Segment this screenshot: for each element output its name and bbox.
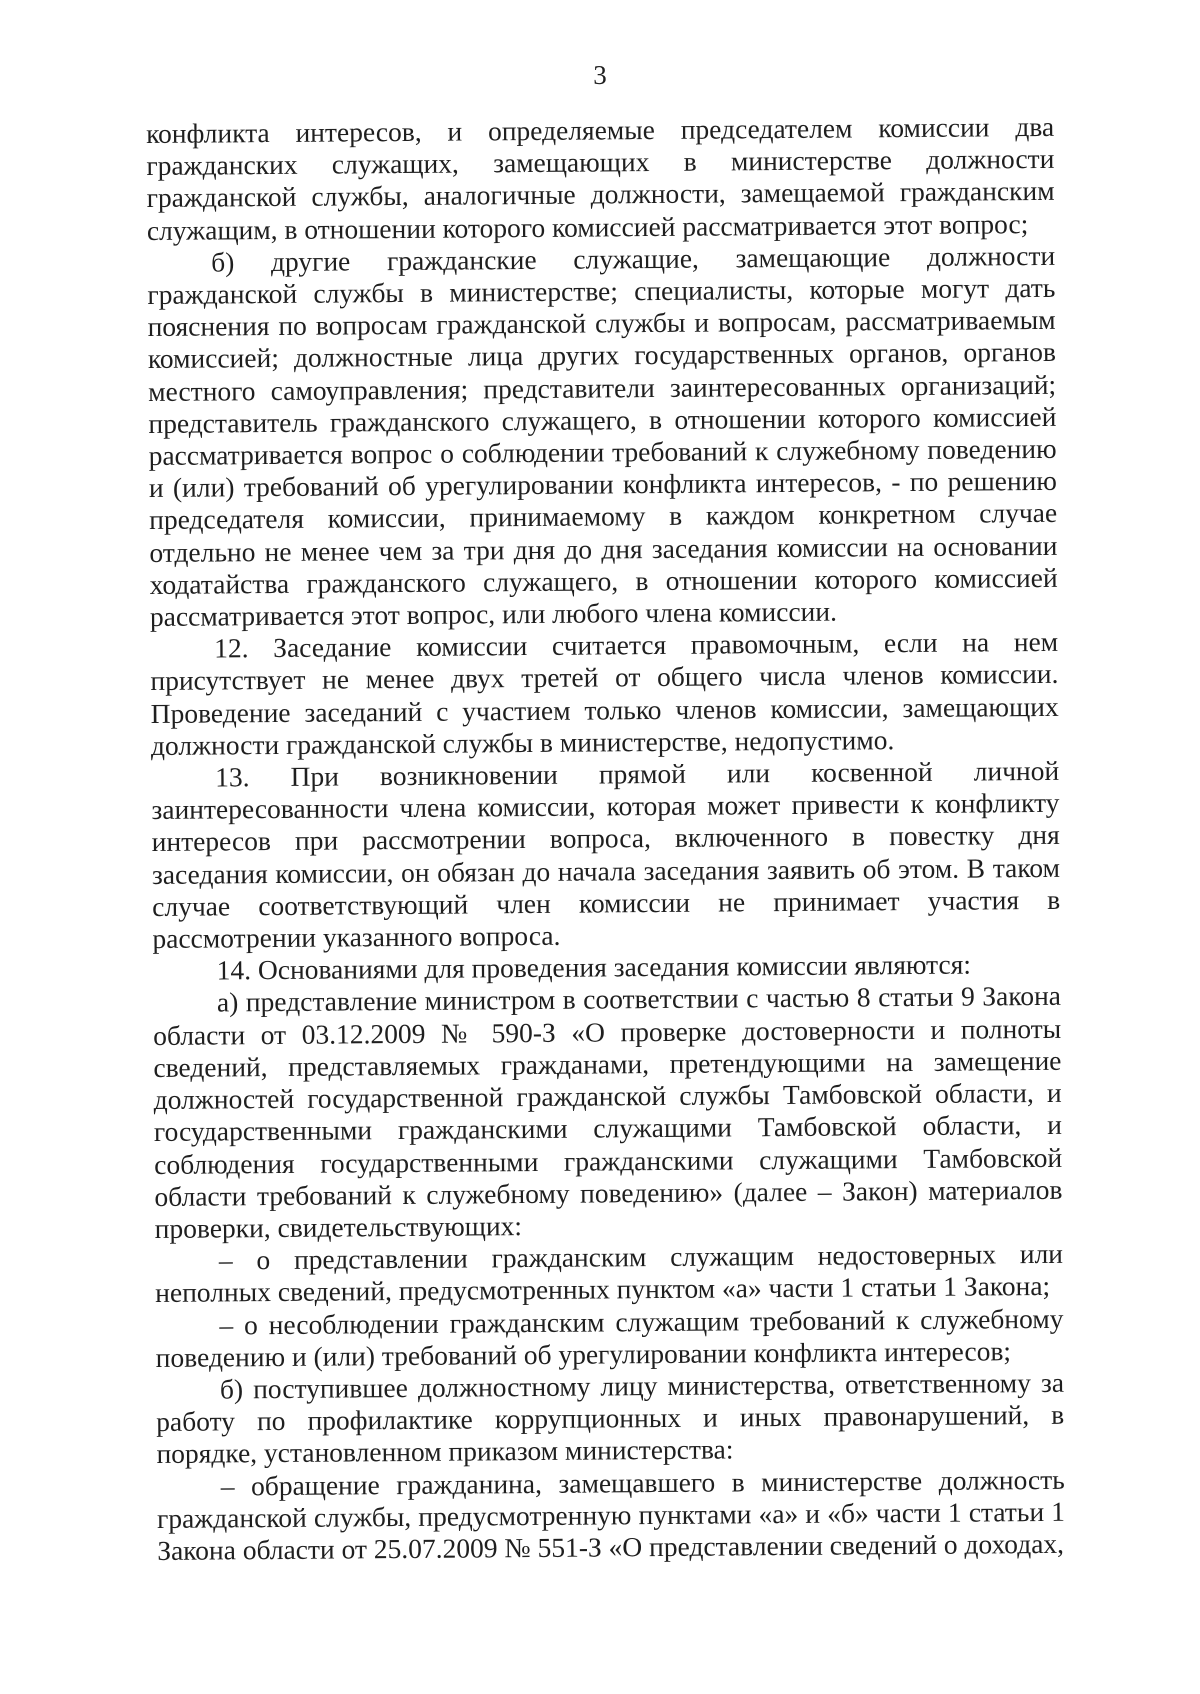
paragraph: – обращение гражданина, замещавшего в министерстве должность гражданской службы, предусмотренную пунктами «а» и «б» части 1 статьи 1 Закона области от 25.07.2009 № 551-З «О представлении сведений о доходах, (156, 1463, 1066, 1566)
paragraph: а) представление министром в соответствии с частью 8 статьи 9 Закона области от 03.12.2009 № 590-З «О проверке достоверности и полноты сведений, представляемых гражданами, претендующими на замещение должностей государственной гражданской службы Тамбовской области, и государственными гражданскими служащими Тамбовской области, и соблюдения государственными гражданскими служащими Тамбовской области требований к служебному поведению» (далее – Закон) материалов проверки, свидетельствующих: (153, 980, 1063, 1244)
paragraph-item-14: 14. Основаниями для проведения заседания комиссии являются: (216, 948, 972, 986)
paragraph: б) другие гражданские служащие, замещающие должности гражданской службы в министерстве; специалисты, которые могут дать пояснения по вопросам гражданской службы и вопросам, рассматриваемым комиссией; должностные лица других государственных органов, органов местного самоуправления; представители заинтересованных организаций; представитель гражданского служащего, в отношении которого комиссией рассматривается вопрос о соблюдении требований к служебному поведению и (или) требований об урегулировании конфликта интересов, - по решению председателя комиссии, принимаемому в каждом конкретном случае отдельно не менее чем за три дня до дня заседания комиссии на основании ходатайства гражданского служащего, в отношении которого комиссией рассматривается этот вопрос, или любого члена комиссии. (147, 239, 1058, 633)
paragraph-item-12: 12. Заседание комиссии считается правомочным, если на нем присутствует не менее двух третей от общего числа членов комиссии. Проведение заседаний с участием только членов комиссии, замещающих должности гражданской службы в министерстве, недопустимо. (150, 626, 1059, 761)
paragraph: – о несоблюдении гражданским служащим требований к служебному поведению и (или) требований об урегулировании конфликта интересов; (155, 1302, 1064, 1373)
paragraph-item-13: 13. При возникновении прямой или косвенной личной заинтересованности члена комиссии, которая может привести к конфликту интересов при рассмотрении вопроса, включенного в повестку дня заседания комиссии, он обязан до начала заседания заявить об этом. В таком случае соответствующий член комиссии не принимает участия в рассмотрении указанного вопроса. (151, 754, 1061, 955)
page-number: 3 (593, 60, 607, 90)
paragraph: – о представлении гражданским служащим недостоверных или неполных сведений, предусмотренных пунктом «а» части 1 статьи 1 Закона; (155, 1237, 1064, 1309)
document-body (146, 111, 1065, 1567)
paragraph: б) поступившее должностному лицу министерства, ответственному за работу по профилактике коррупционных и иных правонарушений, в порядке, установленном приказом министерства: (156, 1366, 1065, 1470)
paragraph: конфликта интересов, и определяемые председателем комиссии два гражданских служащих, замещающих в министерстве должности гражданской службы, аналогичные должности, замещаемой гражданским служащим, в отношении которого комиссией рассматривается этот вопрос; (146, 110, 1055, 246)
